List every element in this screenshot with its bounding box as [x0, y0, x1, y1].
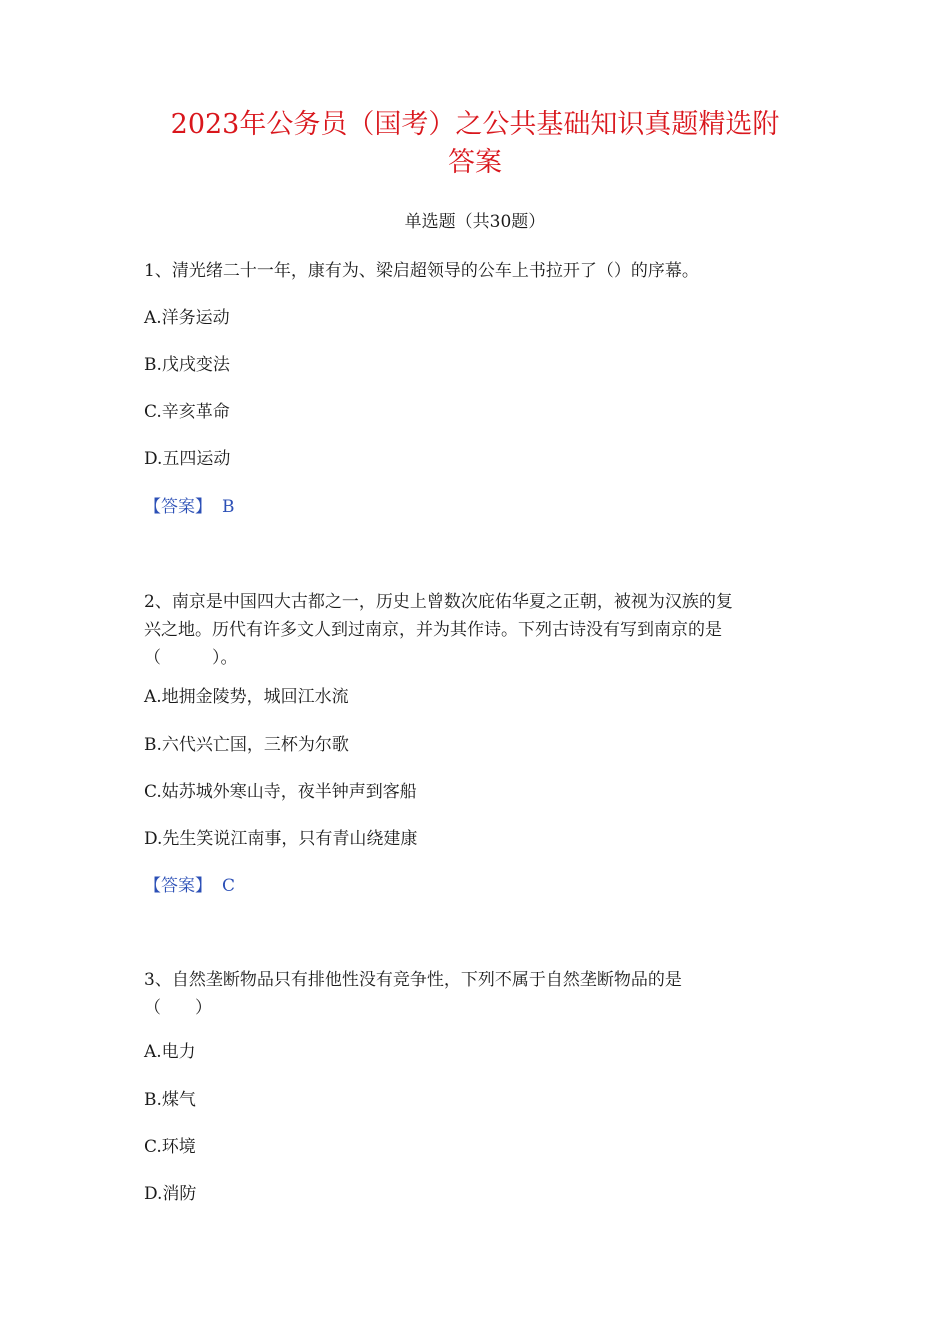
- question-1-stem: 1、清光绪二十一年，康有为、梁启超领导的公车上书拉开了（）的序幕。: [144, 261, 699, 281]
- answer-value: C: [222, 876, 236, 896]
- question-3-stem-line-1: 3、自然垄断物品只有排他性没有竞争性，下列不属于自然垄断物品的是: [144, 970, 682, 990]
- document-title: [140, 106, 810, 182]
- answer-label: 【答案】: [144, 876, 212, 896]
- section-heading: 单选题（共30题）: [404, 212, 546, 232]
- question-1-option-a: A.洋务运动: [144, 308, 230, 328]
- question-2-stem: [144, 588, 816, 672]
- question-3-stem-line-2: （ ）: [144, 998, 212, 1018]
- answer-label: 【答案】: [144, 497, 212, 517]
- question-3-stem: [144, 966, 816, 1022]
- question-2-answer: [144, 873, 814, 899]
- question-2-stem-line-2: 兴之地。历代有许多文人到过南京，并为其作诗。下列古诗没有写到南京的是: [144, 620, 722, 640]
- question-2-stem-line-1: 2、南京是中国四大古都之一，历史上曾数次庇佑华夏之正朝，被视为汉族的复: [144, 592, 733, 612]
- question-3-option-c: C.环境: [144, 1137, 196, 1157]
- question-3-option-b: B.煤气: [144, 1090, 196, 1110]
- question-1-option-c: C.辛亥革命: [144, 402, 230, 422]
- title-line-1: 2023年公务员（国考）之公共基础知识真题精选附: [170, 109, 780, 140]
- question-3-option-a: A.电力: [144, 1042, 196, 1062]
- question-2-stem-line-3: （ ）。: [144, 648, 238, 668]
- question-3-option-d: D.消防: [144, 1184, 197, 1204]
- question-1-answer: [144, 494, 814, 520]
- title-line-2: 答案: [448, 147, 502, 178]
- answer-value: B: [222, 497, 235, 517]
- question-2-option-b: B.六代兴亡国，三杯为尔歌: [144, 735, 349, 755]
- question-2-option-a: A.地拥金陵势，城回江水流: [144, 687, 349, 707]
- question-1-option-d: D.五四运动: [144, 449, 231, 469]
- question-2-option-c: C.姑苏城外寒山寺，夜半钟声到客船: [144, 782, 417, 802]
- question-1-option-b: B.戊戌变法: [144, 355, 230, 375]
- question-2-option-d: D.先生笑说江南事，只有青山绕建康: [144, 829, 418, 849]
